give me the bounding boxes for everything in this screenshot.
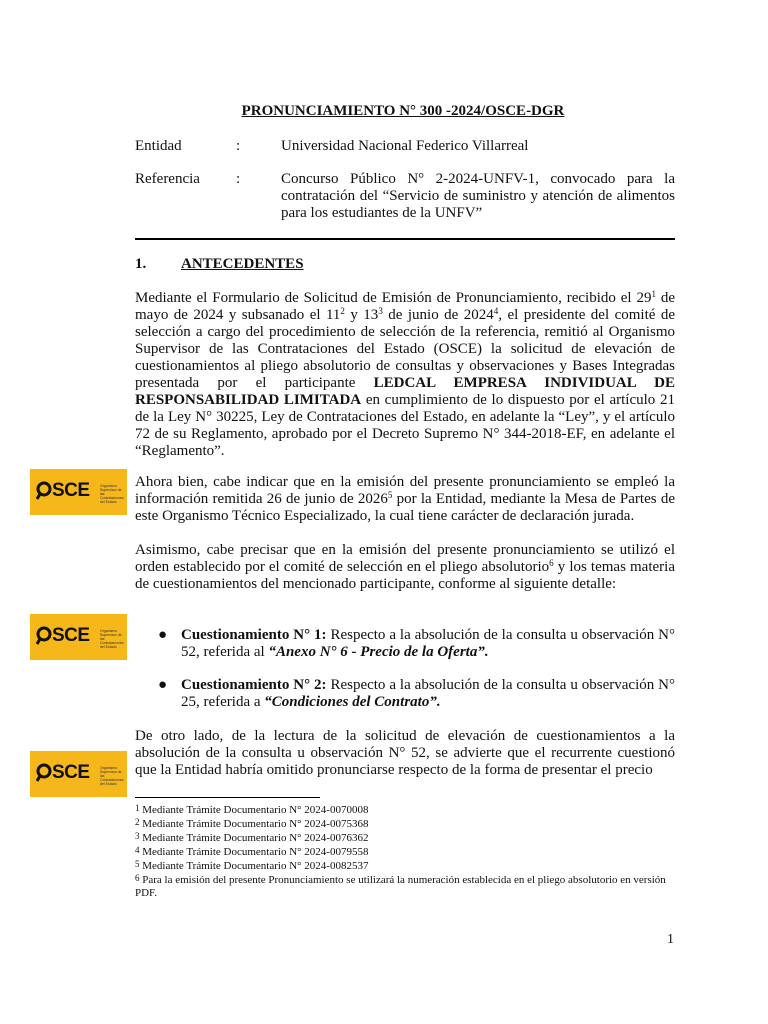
magnifier-icon [36,626,52,646]
section-number: 1. [135,256,147,272]
paragraph-informacion: Ahora bien, cabe indicar que en la emisión del presente pronunciamiento se empleó la información remitida 26 de junio de 2026$^5$ por la Entidad, mediante la Mesa de Partes de este Organismo Técnico Especializado, la cual tiene carácter de declaración jurada. [135,474,675,524]
header-divider [135,238,675,240]
footnote: $^6$ Para la emisión del presente Pronunciamiento se utilizará la numeración establecida en el pliego absolutorio en versión PDF. [135,873,666,899]
entidad-label: Entidad [135,138,182,154]
osce-logo: SCE Organismo Supervisor de las Contrataciones del Estado [30,751,127,797]
referencia-label: Referencia [135,171,200,187]
page-number: 1 [667,932,674,947]
footnote-divider [135,797,320,798]
paragraph-lectura: De otro lado, de la lectura de la solicitud de elevación de cuestionamientos a la absolución de la consulta u observación N° 52, se advierte que el recurrente cuestionó que la Entidad habría omitido pronunciarse respecto de la forma de presentar el precio [135,728,675,778]
magnifier-icon [36,481,52,501]
osce-logo: SCE Organismo Supervisor de las Contrataciones del Estado [30,469,127,515]
entidad-colon: : [236,138,241,154]
footnote: $^2$ Mediante Trámite Documentario N° 2024-0075368 [135,817,369,830]
footnote: $^5$ Mediante Trámite Documentario N° 2024-0082537 [135,859,369,872]
referencia-colon: : [236,171,241,187]
footnote: $^4$ Mediante Trámite Documentario N° 2024-0079558 [135,845,369,858]
magnifier-icon [36,763,52,783]
bullet-icon: ● [158,627,168,643]
document-title: PRONUNCIAMIENTO N° 300 -2024/OSCE-DGR [241,103,565,119]
bullet-icon: ● [158,677,168,693]
footnote: $^3$ Mediante Trámite Documentario N° 2024-0076362 [135,831,369,844]
paragraph-orden: Asimismo, cabe precisar que en la emisión del presente pronunciamiento se utilizó el orden establecido por el comité de selección en el pliego absolutorio$^6$ y los temas materia de cuestionamientos del mencionado participante, conforme al siguiente detalle: [135,542,675,592]
paragraph-antecedentes: Mediante el Formulario de Solicitud de Emisión de Pronunciamiento, recibido el $29^1$ de mayo de 2024 y subsanado el $11^2$ y $13^3$ de junio de 2024$^4$, el presidente del comité de selección a cargo del procedimiento de selección de la referencia, remitió al Organismo Supervisor de las Contrataciones del Estado (OSCE) la solicitud de elevación de cuestionamientos al pliego absolutorio de consultas y observaciones y Bases Integradas presentada por el participante LEDCAL EMPRESA INDIVIDUAL DE RESPONSABILIDAD LIMITADA en cumplimiento de lo dispuesto por el artículo 21 de la Ley N° 30225, Ley de Contrataciones del Estado, en adelante la “Ley”, y el artículo 72 de su Reglamento, aprobado por el Decreto Supremo N° 344-2018-EF, en adelante el “Reglamento”. [135,289,675,459]
footnote: $^1$ Mediante Trámite Documentario N° 2024-0070008 [135,803,369,816]
referencia-value: Concurso Público N° 2-2024-UNFV-1, convocado para la contratación del “Servicio de suministro y atención de alimentos para los estudiantes de la UNFV” [281,171,675,221]
entidad-value: Universidad Nacional Federico Villarreal [281,138,529,154]
osce-logo: SCE Organismo Supervisor de las Contrataciones del Estado [30,614,127,660]
section-title: ANTECEDENTES [181,256,304,272]
